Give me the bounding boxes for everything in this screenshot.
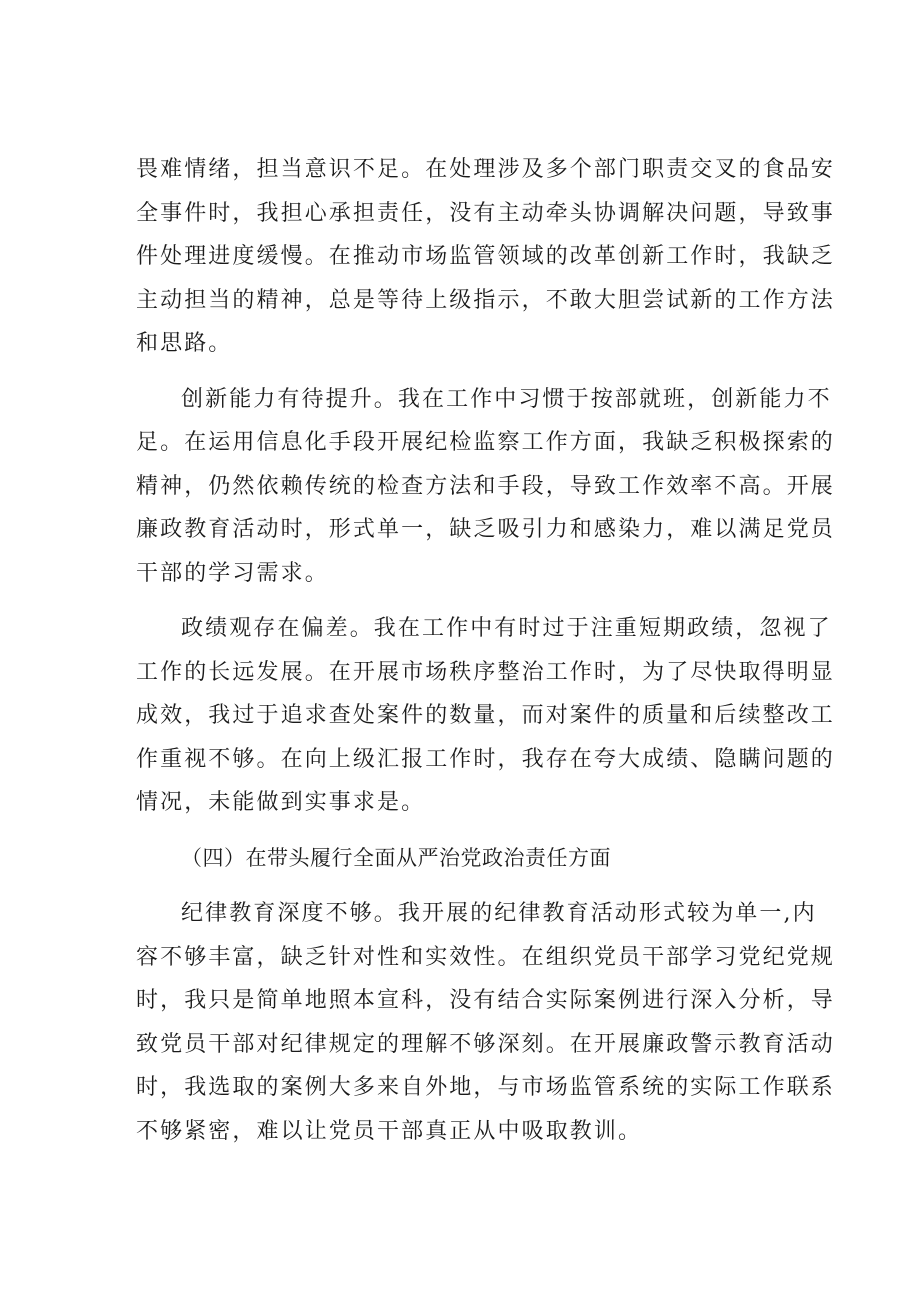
text-line: 情况，未能做到实事求是。 <box>136 790 426 815</box>
text-line: 时，我选取的案例大多来自外地，与市场监管系统的实际工作联系 <box>136 1075 835 1100</box>
paragraph-innovation <box>136 378 835 596</box>
text-line: 政绩观存在偏差。我在工作中有时过于注重短期政绩，忽视了 <box>181 616 832 641</box>
text-line: 工作的长远发展。在开展市场秩序整治工作时，为了尽快取得明显 <box>136 659 835 685</box>
text-line: 和思路。 <box>136 331 233 356</box>
text-line: 全事件时，我担心承担责任，没有主动牵头协调解决问题，导致事 <box>136 200 835 226</box>
text-line: 纪律教育深度不够。我开展的纪律教育活动形式较为单一,内 <box>181 901 817 926</box>
paragraph-discipline-education <box>136 892 835 1153</box>
text-line: 精神，仍然依赖传统的检查方法和手段，导致工作效率不高。开展 <box>136 473 835 499</box>
text-line: 主动担当的精神，总是等待上级指示，不敢大胆尝试新的工作方法 <box>136 287 835 313</box>
text-line: 畏难情绪，担当意识不足。在处理涉及多个部门职责交叉的食品安 <box>136 157 835 182</box>
text-line: 容不够丰富，缺乏针对性和实效性。在组织党员干部学习党纪党规 <box>136 944 835 970</box>
text-line: 成效，我过于追求查处案件的数量，而对案件的质量和后续整改工 <box>136 703 835 728</box>
text-line: 廉政教育活动时，形式单一，缺乏吸引力和感染力，难以满足党员 <box>136 517 835 542</box>
text-line: 件处理进度缓慢。在推动市场监管领域的改革创新工作时，我缺乏 <box>136 244 835 269</box>
text-line: 作重视不够。在向上级汇报工作时，我存在夸大成绩、隐瞒问题的 <box>136 746 835 772</box>
text-line: 不够紧密，难以让党员干部真正从中吸取教训。 <box>136 1118 643 1144</box>
document-body <box>136 148 835 1165</box>
text-line: 足。在运用信息化手段开展纪检监察工作方面，我缺乏积极探索的 <box>136 430 835 455</box>
section-heading: （四）在带头履行全面从严治党政治责任方面 <box>181 845 611 870</box>
text-line: 干部的学习需求。 <box>136 560 329 586</box>
text-line: 时，我只是简单地照本宣科，没有结合实际案例进行深入分析，导 <box>136 988 835 1013</box>
paragraph-responsibility <box>136 148 835 366</box>
text-line: 创新能力有待提升。我在工作中习惯于按部就班，创新能力不 <box>181 386 832 412</box>
text-line: 致党员干部对纪律规定的理解不够深刻。在开展廉政警示教育活动 <box>136 1031 835 1057</box>
paragraph-performance-view <box>136 607 835 825</box>
